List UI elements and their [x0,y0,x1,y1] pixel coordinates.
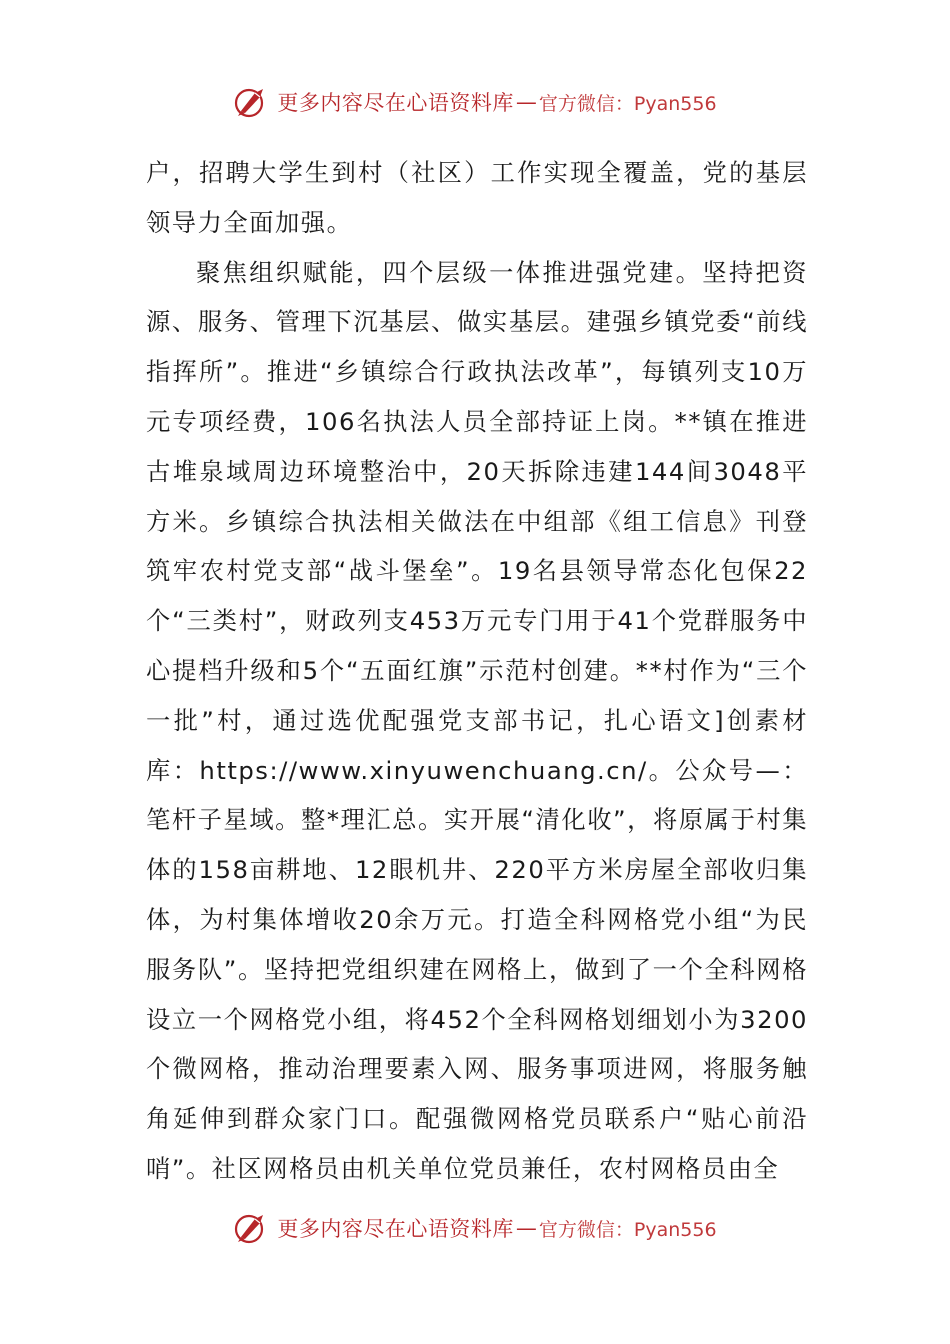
banner-site-name: 更多内容尽在心语资料库 [277,1217,514,1241]
banner-wechat: 官方微信：Pyan556 [538,92,717,115]
banner-wechat: 官方微信：Pyan556 [538,1218,717,1241]
footer-banner [0,1208,950,1248]
banner-separator: — [515,90,537,114]
paragraph-2: 聚焦组织赋能，四个层级一体推进强党建。坚持把资源、服务、管理下沉基层、做实基层。建强乡镇党委“前线指挥所”。推进“乡镇综合行政执法改革”，每镇列支10万元专项经费，106名执法人员全部持证上岗。**镇在推进古堆泉域周边环境整治中，20天拆除违建144间3048平方米。乡镇综合执法相关做法在中组部《组工信息》刊登筑牢农村党支部“战斗堡垒”。19名县领导常态化包保22个“三类村”，财政列支453万元专门用于41个党群服务中心提档升级和5个“五面红旗”示范村创建。**村作为“三个一批”村，通过选优配强党支部书记，扎心语文]创素材库：https://www.xinyuwenchuang.cn/。公众号—：笔杆子星域。整*理汇总。实开展“清化收”，将原属于村集体的158亩耕地、12眼机井、220平方米房屋全部收归集体，为村集体增收20余万元。打造全科网格党小组“为民服务队”。坚持把党组织建在网格上，做到了一个全科网格设立一个网格党小组，将452个全科网格划细划小为3200个微网格，推动治理要素入网、服务事项进网，将服务触角延伸到群众家门口。配强微网格党员联系户“贴心前沿哨”。社区网格员由机关单位党员兼任，农村网格员由全 [146,257,808,1183]
pen-nib-logo-icon [233,1211,271,1245]
pen-nib-logo-icon [233,85,271,119]
document-body [146,148,808,1194]
paragraph-1: 户，招聘大学生到村（社区）工作实现全覆盖，党的基层领导力全面加强。 [146,158,808,237]
banner-separator: — [515,1216,537,1240]
banner-site-name: 更多内容尽在心语资料库 [277,91,514,115]
header-banner [0,82,950,122]
